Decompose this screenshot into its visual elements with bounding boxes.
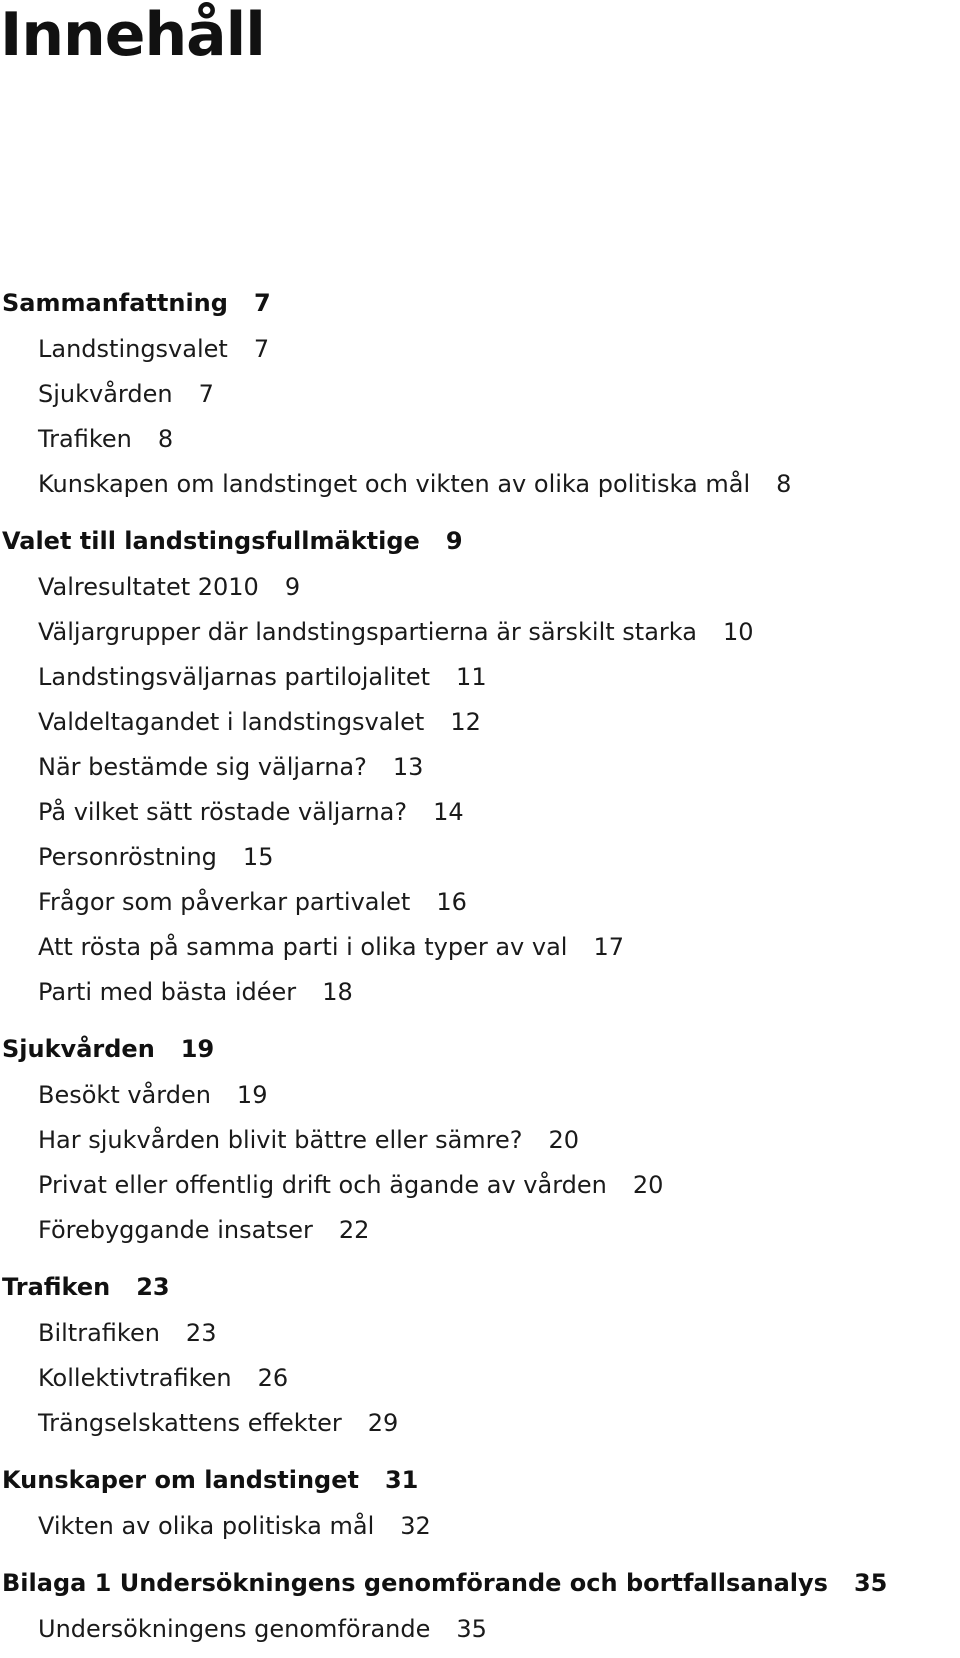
toc-chapter[interactable] bbox=[0, 518, 960, 564]
page-title: Innehåll bbox=[0, 0, 265, 70]
toc-page-number: 32 bbox=[400, 1511, 431, 1540]
toc-section[interactable] bbox=[0, 1117, 960, 1162]
toc-entry-title: Personröstning bbox=[38, 842, 217, 871]
toc-section[interactable] bbox=[0, 699, 960, 744]
toc-page-number: 35 bbox=[853, 1569, 888, 1597]
toc-entry-title: Valresultatet 2010 bbox=[38, 572, 259, 601]
toc-entry-title: Trängselskattens effekter bbox=[38, 1408, 342, 1437]
toc-entry-title: Att rösta på samma parti i olika typer av val bbox=[38, 932, 568, 961]
toc-page-number: 13 bbox=[392, 752, 424, 781]
toc-page-number: 31 bbox=[384, 1466, 419, 1494]
toc-page-number: 9 bbox=[284, 572, 301, 601]
toc-page-number: 14 bbox=[433, 797, 464, 826]
table-of-contents bbox=[0, 280, 960, 1651]
toc-entry-title: Frågor som påverkar partivalet bbox=[38, 887, 411, 916]
toc-section[interactable] bbox=[0, 564, 960, 609]
toc-chapter[interactable] bbox=[0, 1026, 960, 1072]
toc-entry-title: Förebyggande insatser bbox=[38, 1215, 313, 1244]
toc-entry-title: Landstingsväljarnas partilojalitet bbox=[38, 662, 431, 691]
toc-entry-title: På vilket sätt röstade väljarna? bbox=[38, 797, 408, 826]
toc-section[interactable] bbox=[0, 461, 960, 506]
toc-entry-title: Trafiken bbox=[38, 424, 132, 453]
toc-entry-title: Väljargrupper där landstingspartierna är särskilt starka bbox=[38, 617, 697, 646]
toc-section[interactable] bbox=[0, 371, 960, 416]
toc-section[interactable] bbox=[0, 1207, 960, 1252]
toc-entry-title: Biltrafiken bbox=[38, 1318, 160, 1347]
toc-page-number: 12 bbox=[450, 707, 481, 736]
toc-chapter[interactable] bbox=[0, 1457, 960, 1503]
toc-page-number: 15 bbox=[242, 842, 274, 871]
toc-page-number: 26 bbox=[257, 1363, 289, 1392]
toc-page-number: 7 bbox=[198, 379, 214, 408]
toc-entry-title: Trafiken bbox=[2, 1273, 111, 1301]
toc-section[interactable] bbox=[0, 1162, 960, 1207]
toc-section[interactable] bbox=[0, 1503, 960, 1548]
toc-entry-title: Bilaga 1 Undersökningens genomförande och bortfallsanalys bbox=[2, 1569, 828, 1597]
toc-entry-title: Sammanfattning bbox=[2, 289, 228, 317]
toc-section[interactable] bbox=[0, 789, 960, 834]
toc-section[interactable] bbox=[0, 1400, 960, 1445]
toc-entry-title: Undersökningens genomförande bbox=[38, 1614, 431, 1643]
toc-section[interactable] bbox=[0, 834, 960, 879]
toc-section[interactable] bbox=[0, 969, 960, 1014]
toc-page-number: 8 bbox=[776, 469, 792, 498]
toc-page-number: 19 bbox=[180, 1035, 215, 1063]
toc-section[interactable] bbox=[0, 326, 960, 371]
toc-page-number: 29 bbox=[367, 1408, 399, 1437]
toc-section[interactable] bbox=[0, 654, 960, 699]
toc-section[interactable] bbox=[0, 1072, 960, 1117]
toc-page-number: 20 bbox=[548, 1125, 580, 1154]
toc-entry-title: Kunskaper om landstinget bbox=[2, 1466, 359, 1494]
toc-section[interactable] bbox=[0, 879, 960, 924]
toc-page-number: 7 bbox=[253, 334, 270, 363]
toc-page-number: 18 bbox=[322, 977, 353, 1006]
toc-section[interactable] bbox=[0, 924, 960, 969]
toc-entry-title: Sjukvården bbox=[38, 379, 173, 408]
toc-section[interactable] bbox=[0, 416, 960, 461]
toc-section[interactable] bbox=[0, 1606, 960, 1651]
toc-entry-title: Parti med bästa idéer bbox=[38, 977, 297, 1006]
toc-section[interactable] bbox=[0, 1355, 960, 1400]
toc-section[interactable] bbox=[0, 1310, 960, 1355]
toc-page-number: 23 bbox=[185, 1318, 217, 1347]
toc-page-number: 22 bbox=[338, 1215, 370, 1244]
toc-section[interactable] bbox=[0, 609, 960, 654]
toc-page-number: 10 bbox=[722, 617, 754, 646]
toc-page-number: 17 bbox=[593, 932, 625, 961]
toc-page-number: 20 bbox=[632, 1170, 664, 1199]
toc-page-number: 16 bbox=[436, 887, 467, 916]
toc-entry-title: Kollektivtrafiken bbox=[38, 1363, 232, 1392]
toc-entry-title: Landstingsvalet bbox=[38, 334, 228, 363]
toc-page-number: 9 bbox=[445, 527, 463, 555]
toc-entry-title: Kunskapen om landstinget och vikten av olika politiska mål bbox=[38, 469, 751, 498]
toc-section[interactable] bbox=[0, 744, 960, 789]
toc-page-number: 19 bbox=[236, 1080, 268, 1109]
toc-page-number: 8 bbox=[157, 424, 174, 453]
toc-entry-title: Privat eller offentlig drift och ägande av vården bbox=[38, 1170, 607, 1199]
toc-chapter[interactable] bbox=[0, 280, 960, 326]
toc-entry-title: Valet till landstingsfullmäktige bbox=[2, 527, 420, 555]
toc-page-number: 23 bbox=[136, 1273, 170, 1301]
toc-entry-title: När bestämde sig väljarna? bbox=[38, 752, 367, 781]
toc-page-number: 35 bbox=[456, 1614, 487, 1643]
toc-page-number: 7 bbox=[253, 289, 271, 317]
toc-entry-title: Vikten av olika politiska mål bbox=[38, 1511, 375, 1540]
toc-entry-title: Valdeltagandet i landstingsvalet bbox=[38, 707, 425, 736]
toc-entry-title: Sjukvården bbox=[2, 1035, 155, 1063]
toc-chapter[interactable] bbox=[0, 1264, 960, 1310]
toc-entry-title: Har sjukvården blivit bättre eller sämre? bbox=[38, 1125, 523, 1154]
toc-entry-title: Besökt vården bbox=[38, 1080, 211, 1109]
toc-chapter[interactable] bbox=[0, 1560, 960, 1606]
toc-page-number: 11 bbox=[456, 662, 487, 691]
